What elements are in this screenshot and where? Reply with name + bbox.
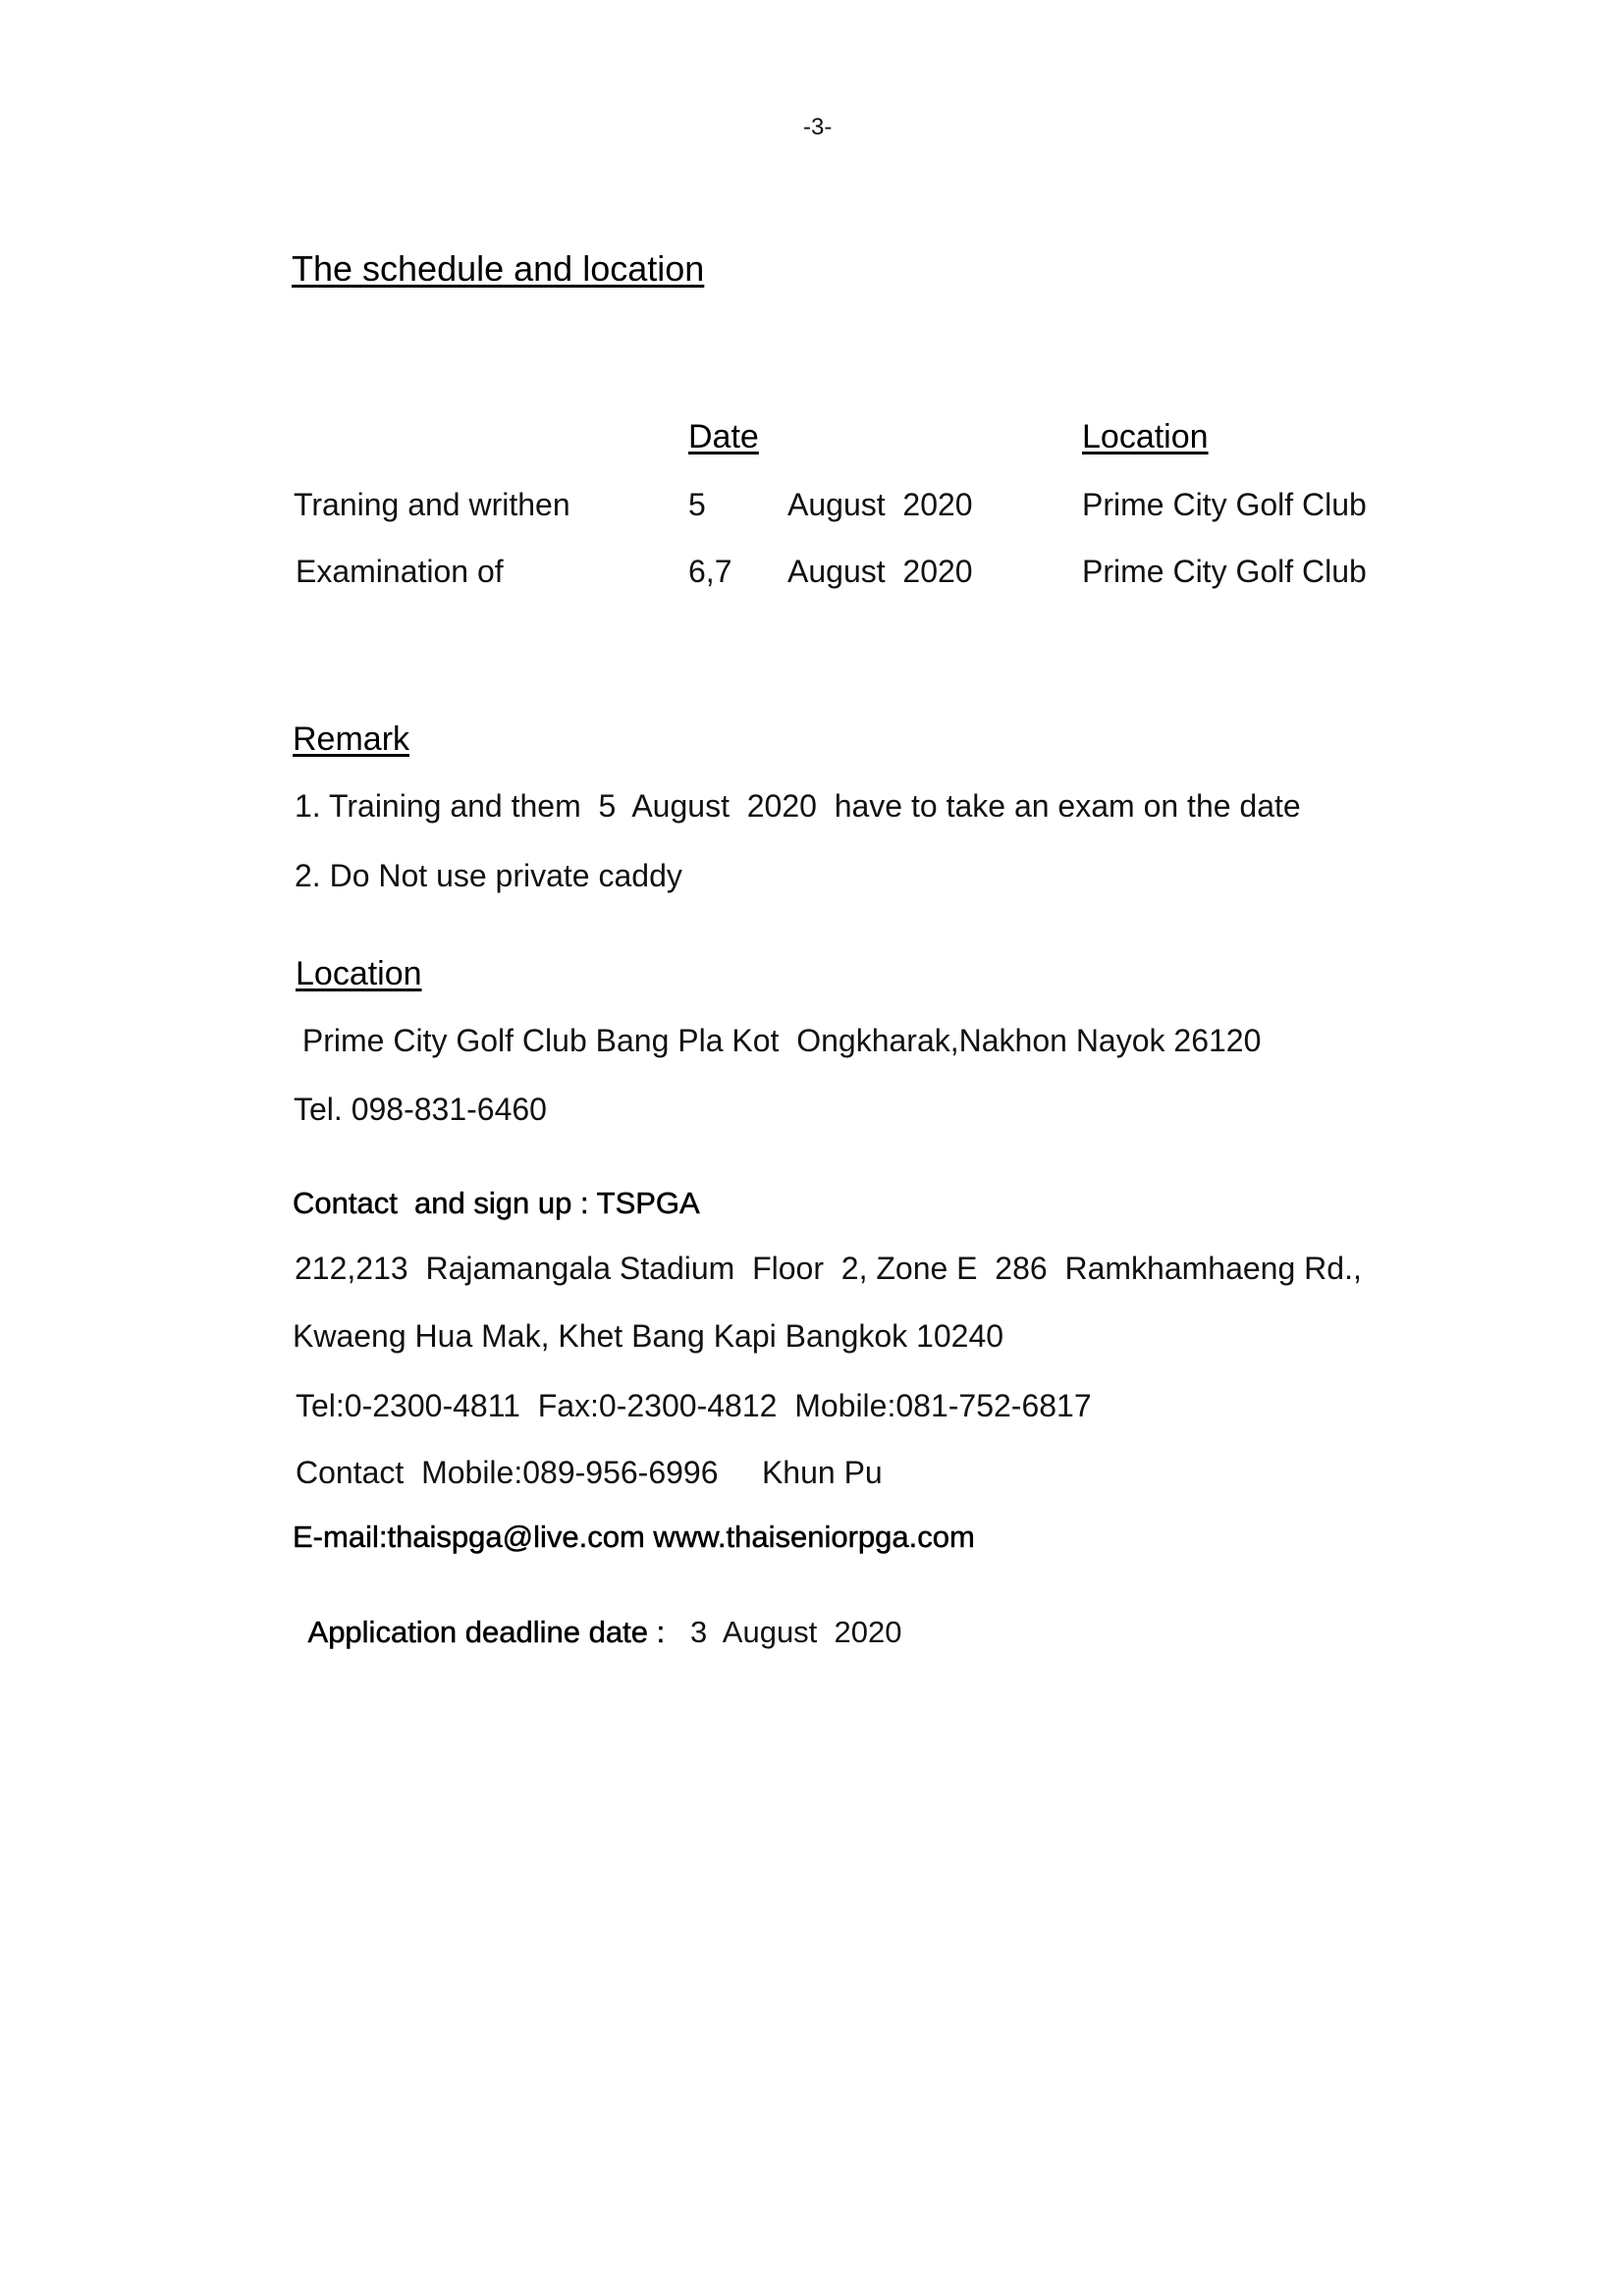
deadline-label: Application deadline date : (307, 1615, 666, 1649)
schedule-row-day: 5 (688, 487, 706, 522)
page-number: -3- (803, 114, 833, 140)
contact-phones: Tel:0-2300-4811 Fax:0-2300-4812 Mobile:081-752-6817 (296, 1388, 1092, 1423)
schedule-row-label: Examination of (296, 554, 504, 589)
deadline-value: 3 August 2020 (665, 1615, 902, 1649)
contact-email-website: E-mail:thaispga@live.com www.thaiseniorpga.com (293, 1520, 975, 1554)
schedule-row-label: Traning and writhen (294, 487, 570, 522)
schedule-header-location: Location (1082, 418, 1209, 455)
schedule-row-location: Prime City Golf Club (1082, 487, 1367, 522)
contact-address-line1: 212,213 Rajamangala Stadium Floor 2, Zone E 286 Ramkhamhaeng Rd., (295, 1251, 1362, 1286)
schedule-header-date: Date (688, 418, 759, 455)
schedule-row-location: Prime City Golf Club (1082, 554, 1367, 589)
schedule-row-month-year: August 2020 (787, 554, 973, 589)
remark-title: Remark (293, 721, 410, 758)
location-tel: Tel. 098-831-6460 (294, 1092, 547, 1127)
contact-heading: Contact and sign up : TSPGA (293, 1186, 700, 1220)
schedule-title: The schedule and location (292, 248, 705, 289)
location-address: Prime City Golf Club Bang Pla Kot Ongkharak,Nakhon Nayok 26120 (294, 1023, 1262, 1058)
contact-address-line2: Kwaeng Hua Mak, Khet Bang Kapi Bangkok 10240 (293, 1318, 1004, 1354)
remark-item: 1. Training and them 5 August 2020 have to take an exam on the date (295, 788, 1301, 824)
contact-mobile: Contact Mobile:089-956-6996 Khun Pu (296, 1455, 883, 1490)
schedule-row-day: 6,7 (688, 554, 732, 589)
application-deadline (293, 1585, 901, 1648)
remark-item: 2. Do Not use private caddy (295, 858, 682, 893)
location-title: Location (296, 955, 422, 992)
schedule-row-month-year: August 2020 (787, 487, 973, 522)
